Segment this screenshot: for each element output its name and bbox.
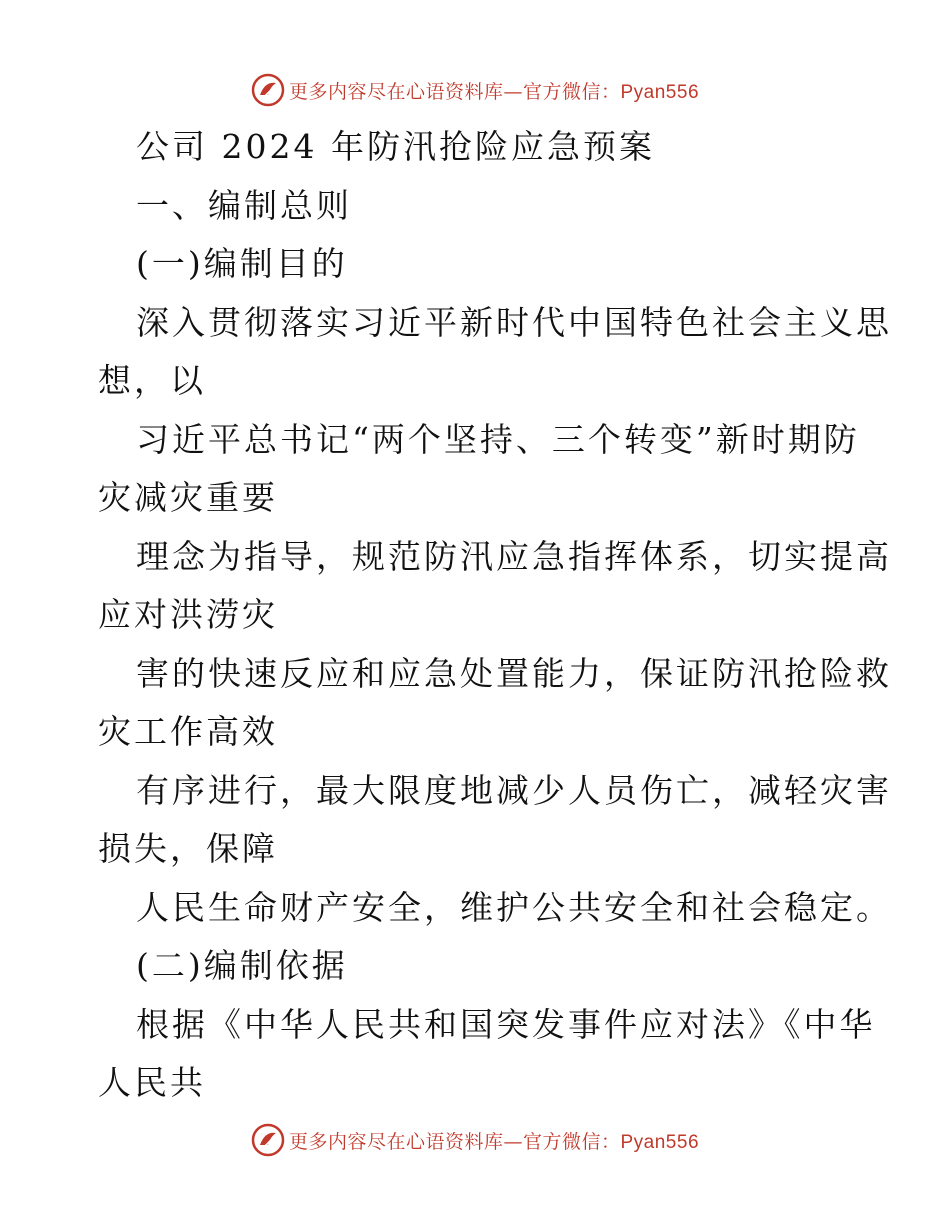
subsection-heading: (二)编制依据 [136, 946, 348, 985]
paragraph-line: 害的快速反应和应急处置能力，保证防汛抢险救 [136, 653, 892, 693]
paragraph-line: 人民生命财产安全，维护公共安全和社会稳定。 [136, 887, 892, 927]
paragraph-line: 人民共 [98, 1063, 206, 1102]
paragraph-line: 损失，保障 [98, 829, 278, 868]
footer-watermark [0, 1120, 950, 1160]
paragraph-line: 根据《中华人民共和国突发事件应对法》《中华 [136, 1004, 876, 1044]
paragraph-line: 习近平总书记“两个坚持、三个转变”新时期防 [136, 419, 860, 459]
paragraph-line: 灾减灾重要 [98, 478, 278, 517]
paragraph-line: 灾工作高效 [98, 712, 278, 751]
paragraph-line: 应对洪涝灾 [98, 595, 278, 634]
document-body [98, 118, 892, 1113]
seal-logo-icon [251, 1123, 285, 1157]
paragraph-line: 深入贯彻落实习近平新时代中国特色社会主义思 [136, 302, 892, 342]
paragraph-line: 有序进行，最大限度地减少人员伤亡，减轻灾害 [136, 770, 892, 810]
watermark-text: 更多内容尽在心语资料库—官方微信：Pyan556 [288, 80, 700, 103]
paragraph-line: 想，以 [98, 361, 206, 400]
document-title: 公司 2024 年防汛抢险应急预案 [136, 127, 655, 166]
seal-logo-icon [251, 73, 285, 107]
section-heading: 一、编制总则 [136, 185, 352, 225]
watermark-text: 更多内容尽在心语资料库—官方微信：Pyan556 [288, 1130, 700, 1153]
subsection-heading: (一)编制目的 [136, 244, 348, 283]
paragraph-line: 理念为指导，规范防汛应急指挥体系，切实提高 [136, 536, 892, 576]
header-watermark [0, 70, 950, 110]
